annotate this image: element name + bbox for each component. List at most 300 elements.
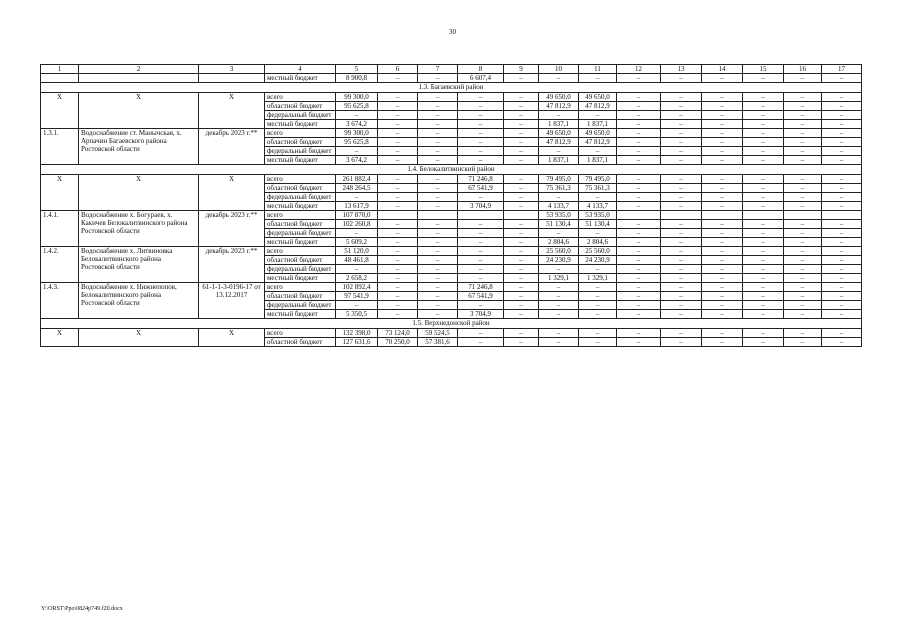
value-cell: – <box>784 120 822 129</box>
value-cell: 127 631,6 <box>336 338 378 347</box>
value-cell <box>661 211 702 220</box>
value-cell: 102 260,8 <box>336 220 378 229</box>
value-cell: – <box>661 147 702 156</box>
value-cell: – <box>617 175 661 184</box>
value-cell <box>743 211 784 220</box>
value-cell: 261 882,4 <box>336 175 378 184</box>
value-cell: – <box>539 338 579 347</box>
value-cell: – <box>784 310 822 319</box>
value-cell: – <box>702 175 743 184</box>
value-cell: – <box>661 229 702 238</box>
value-cell: 97 541,9 <box>336 292 378 301</box>
value-cell: – <box>458 229 504 238</box>
value-cell: – <box>579 265 617 274</box>
column-header-8: 8 <box>458 65 504 74</box>
value-cell: – <box>617 229 661 238</box>
item-date: 61-1-1-3-0196-17 от 13.12.2017 <box>199 283 265 319</box>
value-cell: – <box>784 202 822 211</box>
value-cell: – <box>378 292 418 301</box>
value-cell: 79 495,0 <box>539 175 579 184</box>
value-cell: 107 870,0 <box>336 211 378 220</box>
value-cell <box>784 211 822 220</box>
item-name: Водоснабжение х. Литвиновка Белокалитвинского района Ростовской области <box>79 247 199 283</box>
value-cell: – <box>784 184 822 193</box>
column-header-17: 17 <box>822 65 862 74</box>
table-row <box>41 74 862 83</box>
budget-type-cell: областной бюджет <box>265 184 336 193</box>
value-cell: – <box>822 175 862 184</box>
value-cell: – <box>702 283 743 292</box>
value-cell: 67 541,9 <box>458 184 504 193</box>
value-cell: – <box>822 238 862 247</box>
value-cell: – <box>702 193 743 202</box>
item-date: декабрь 2023 г.** <box>199 129 265 165</box>
value-cell: – <box>378 310 418 319</box>
value-cell: – <box>743 229 784 238</box>
value-cell: – <box>458 220 504 229</box>
value-cell: – <box>378 102 418 111</box>
value-cell: 67 541,9 <box>458 292 504 301</box>
column-header-12: 12 <box>617 65 661 74</box>
value-cell: – <box>702 120 743 129</box>
x-mark-cell: Х <box>41 329 79 347</box>
value-cell: – <box>378 229 418 238</box>
value-cell: 70 250,0 <box>378 338 418 347</box>
value-cell: – <box>661 247 702 256</box>
value-cell: – <box>743 292 784 301</box>
value-cell: – <box>784 256 822 265</box>
value-cell: – <box>743 156 784 165</box>
budget-type-cell: местный бюджет <box>265 274 336 283</box>
value-cell: – <box>743 256 784 265</box>
value-cell: 13 617,9 <box>336 202 378 211</box>
value-cell: – <box>539 74 579 83</box>
value-cell: – <box>784 229 822 238</box>
value-cell: – <box>822 156 862 165</box>
value-cell: – <box>378 274 418 283</box>
budget-type-cell: федеральный бюджет <box>265 301 336 310</box>
value-cell: – <box>504 292 539 301</box>
value-cell: – <box>504 111 539 120</box>
value-cell: – <box>378 283 418 292</box>
value-cell: – <box>743 247 784 256</box>
value-cell: 1 837,1 <box>539 120 579 129</box>
budget-type-cell: областной бюджет <box>265 102 336 111</box>
x-mark-cell: Х <box>199 93 265 129</box>
value-cell: – <box>458 256 504 265</box>
budget-type-cell: федеральный бюджет <box>265 265 336 274</box>
value-cell: – <box>661 111 702 120</box>
column-header-13: 13 <box>661 65 702 74</box>
budget-type-cell: областной бюджет <box>265 256 336 265</box>
value-cell: – <box>458 129 504 138</box>
value-cell: – <box>617 256 661 265</box>
value-cell: – <box>418 111 458 120</box>
value-cell: – <box>784 111 822 120</box>
value-cell: – <box>702 301 743 310</box>
value-cell: – <box>336 229 378 238</box>
value-cell: – <box>617 338 661 347</box>
value-cell: – <box>418 301 458 310</box>
column-header-11: 11 <box>579 65 617 74</box>
value-cell: – <box>784 129 822 138</box>
value-cell: – <box>822 93 862 102</box>
value-cell: 71 246,8 <box>458 175 504 184</box>
value-cell: 24 230,9 <box>539 256 579 265</box>
value-cell: – <box>378 111 418 120</box>
value-cell: 51 130,4 <box>539 220 579 229</box>
budget-type-cell: федеральный бюджет <box>265 111 336 120</box>
value-cell: – <box>702 129 743 138</box>
value-cell: – <box>617 184 661 193</box>
empty-cell <box>199 74 265 83</box>
value-cell <box>378 211 418 220</box>
budget-type-cell: местный бюджет <box>265 238 336 247</box>
item-date: декабрь 2023 г.** <box>199 247 265 283</box>
budget-type-cell: областной бюджет <box>265 220 336 229</box>
value-cell: – <box>822 301 862 310</box>
value-cell: 47 812,9 <box>539 102 579 111</box>
value-cell: – <box>504 156 539 165</box>
value-cell: 99 300,0 <box>336 93 378 102</box>
value-cell: 49 650,0 <box>579 93 617 102</box>
value-cell: – <box>702 74 743 83</box>
value-cell: 73 124,0 <box>378 329 418 338</box>
value-cell: 3 674,2 <box>336 156 378 165</box>
value-cell: – <box>661 74 702 83</box>
empty-cell <box>79 74 199 83</box>
value-cell: – <box>743 129 784 138</box>
value-cell: – <box>784 193 822 202</box>
value-cell: – <box>418 184 458 193</box>
value-cell: – <box>702 202 743 211</box>
value-cell: – <box>743 283 784 292</box>
value-cell: – <box>743 338 784 347</box>
value-cell: – <box>458 120 504 129</box>
value-cell: – <box>579 193 617 202</box>
value-cell: – <box>661 274 702 283</box>
value-cell: – <box>702 292 743 301</box>
value-cell: – <box>822 129 862 138</box>
value-cell: – <box>504 129 539 138</box>
value-cell: – <box>458 338 504 347</box>
value-cell: – <box>458 193 504 202</box>
value-cell: – <box>418 120 458 129</box>
value-cell: 8 900,8 <box>336 74 378 83</box>
column-header-2: 2 <box>79 65 199 74</box>
value-cell: – <box>661 220 702 229</box>
value-cell: – <box>504 256 539 265</box>
value-cell: – <box>661 256 702 265</box>
value-cell: – <box>504 202 539 211</box>
value-cell: – <box>504 102 539 111</box>
x-mark-cell: Х <box>199 329 265 347</box>
value-cell <box>458 211 504 220</box>
value-cell: 4 133,7 <box>539 202 579 211</box>
budget-type-cell: федеральный бюджет <box>265 193 336 202</box>
budget-type-cell: местный бюджет <box>265 156 336 165</box>
value-cell: – <box>579 301 617 310</box>
value-cell: – <box>617 292 661 301</box>
value-cell: – <box>743 310 784 319</box>
column-header-15: 15 <box>743 65 784 74</box>
value-cell: – <box>822 220 862 229</box>
value-cell: – <box>822 283 862 292</box>
value-cell: – <box>418 138 458 147</box>
value-cell: – <box>504 310 539 319</box>
value-cell: – <box>661 238 702 247</box>
empty-cell <box>41 74 79 83</box>
budget-type-cell: местный бюджет <box>265 74 336 83</box>
table-body <box>41 65 862 347</box>
value-cell: – <box>378 120 418 129</box>
value-cell: – <box>617 329 661 338</box>
value-cell: – <box>702 274 743 283</box>
value-cell: – <box>418 283 458 292</box>
value-cell: – <box>617 193 661 202</box>
value-cell: – <box>458 247 504 256</box>
value-cell: – <box>743 193 784 202</box>
value-cell: – <box>378 265 418 274</box>
item-number: 1.4.3. <box>41 283 79 319</box>
value-cell: 2 658,2 <box>336 274 378 283</box>
value-cell: 53 935,0 <box>539 211 579 220</box>
value-cell: – <box>822 247 862 256</box>
value-cell: – <box>378 184 418 193</box>
value-cell: – <box>418 202 458 211</box>
table-row <box>41 175 862 184</box>
value-cell: – <box>539 301 579 310</box>
value-cell: – <box>702 338 743 347</box>
value-cell: – <box>743 74 784 83</box>
value-cell: 132 398,0 <box>336 329 378 338</box>
value-cell: – <box>378 147 418 156</box>
value-cell: – <box>784 329 822 338</box>
value-cell: – <box>702 138 743 147</box>
column-header-14: 14 <box>702 65 743 74</box>
value-cell: – <box>702 102 743 111</box>
value-cell: 5 350,5 <box>336 310 378 319</box>
value-cell: 75 361,3 <box>539 184 579 193</box>
column-header-9: 9 <box>504 65 539 74</box>
value-cell: 1 837,1 <box>579 120 617 129</box>
section-title: 1.4. Белокалитвинский район <box>41 165 862 175</box>
value-cell: – <box>702 156 743 165</box>
value-cell: – <box>418 93 458 102</box>
value-cell: – <box>617 129 661 138</box>
value-cell: – <box>743 329 784 338</box>
budget-type-cell: местный бюджет <box>265 120 336 129</box>
value-cell <box>822 211 862 220</box>
x-mark-cell: Х <box>41 175 79 211</box>
value-cell: 51 130,4 <box>579 220 617 229</box>
value-cell: – <box>579 292 617 301</box>
value-cell: – <box>661 120 702 129</box>
value-cell: – <box>661 138 702 147</box>
table-row <box>41 93 862 102</box>
value-cell: – <box>702 184 743 193</box>
value-cell: 25 560,0 <box>539 247 579 256</box>
value-cell: – <box>822 193 862 202</box>
value-cell: – <box>784 274 822 283</box>
value-cell: – <box>539 229 579 238</box>
section-title: 1.3. Багаевский район <box>41 83 862 93</box>
value-cell: – <box>504 238 539 247</box>
x-mark-cell: Х <box>79 329 199 347</box>
budget-type-cell: всего <box>265 283 336 292</box>
value-cell: – <box>458 301 504 310</box>
value-cell: – <box>458 156 504 165</box>
value-cell: – <box>784 292 822 301</box>
value-cell: – <box>661 338 702 347</box>
value-cell: – <box>743 147 784 156</box>
value-cell <box>702 211 743 220</box>
value-cell: – <box>822 329 862 338</box>
value-cell: – <box>702 256 743 265</box>
value-cell: – <box>504 265 539 274</box>
value-cell: – <box>617 247 661 256</box>
value-cell: – <box>784 102 822 111</box>
budget-type-cell: областной бюджет <box>265 338 336 347</box>
value-cell: – <box>784 220 822 229</box>
value-cell: 3 704,9 <box>458 202 504 211</box>
value-cell: – <box>784 238 822 247</box>
column-header-16: 16 <box>784 65 822 74</box>
budget-table <box>40 64 862 347</box>
value-cell: – <box>504 74 539 83</box>
value-cell: – <box>458 138 504 147</box>
value-cell: – <box>378 156 418 165</box>
value-cell: – <box>539 310 579 319</box>
value-cell: 49 650,0 <box>539 129 579 138</box>
value-cell: – <box>336 111 378 120</box>
table-row <box>41 211 862 220</box>
value-cell: – <box>617 274 661 283</box>
value-cell: – <box>504 147 539 156</box>
value-cell: – <box>378 175 418 184</box>
value-cell: – <box>418 247 458 256</box>
value-cell: 75 361,3 <box>579 184 617 193</box>
value-cell: – <box>378 202 418 211</box>
budget-type-cell: всего <box>265 175 336 184</box>
value-cell: – <box>661 93 702 102</box>
value-cell: – <box>661 265 702 274</box>
value-cell: – <box>504 220 539 229</box>
value-cell: – <box>822 138 862 147</box>
value-cell: – <box>822 74 862 83</box>
value-cell: – <box>504 229 539 238</box>
value-cell: – <box>784 147 822 156</box>
value-cell: – <box>661 329 702 338</box>
value-cell: – <box>743 138 784 147</box>
value-cell: – <box>378 138 418 147</box>
value-cell: – <box>378 220 418 229</box>
value-cell: – <box>822 147 862 156</box>
value-cell: – <box>822 120 862 129</box>
value-cell: 99 300,0 <box>336 129 378 138</box>
value-cell: – <box>418 229 458 238</box>
value-cell: 1 329,1 <box>579 274 617 283</box>
value-cell: 57 381,6 <box>418 338 458 347</box>
value-cell: – <box>539 283 579 292</box>
value-cell: – <box>378 193 418 202</box>
value-cell: – <box>539 292 579 301</box>
section-title-row <box>41 319 862 329</box>
value-cell: – <box>822 102 862 111</box>
value-cell: – <box>743 175 784 184</box>
section-title-row <box>41 165 862 175</box>
budget-type-cell: федеральный бюджет <box>265 229 336 238</box>
value-cell: – <box>743 102 784 111</box>
item-date: декабрь 2023 г.** <box>199 211 265 247</box>
value-cell: – <box>418 147 458 156</box>
value-cell: – <box>784 338 822 347</box>
value-cell: – <box>743 265 784 274</box>
value-cell: – <box>539 111 579 120</box>
value-cell: 47 812,9 <box>579 138 617 147</box>
value-cell: – <box>784 301 822 310</box>
value-cell: – <box>784 156 822 165</box>
value-cell: – <box>822 229 862 238</box>
value-cell: 95 625,8 <box>336 138 378 147</box>
value-cell: – <box>822 111 862 120</box>
column-header-1: 1 <box>41 65 79 74</box>
value-cell: 71 246,8 <box>458 283 504 292</box>
value-cell: – <box>418 102 458 111</box>
budget-type-cell: всего <box>265 211 336 220</box>
table-row <box>41 283 862 292</box>
value-cell: 2 804,6 <box>579 238 617 247</box>
value-cell: – <box>504 338 539 347</box>
value-cell: – <box>661 301 702 310</box>
value-cell: – <box>784 74 822 83</box>
value-cell: – <box>418 292 458 301</box>
value-cell: – <box>336 147 378 156</box>
value-cell: 3 704,9 <box>458 310 504 319</box>
budget-type-cell: местный бюджет <box>265 310 336 319</box>
value-cell: – <box>458 111 504 120</box>
value-cell: – <box>702 247 743 256</box>
value-cell: – <box>579 310 617 319</box>
value-cell: – <box>822 265 862 274</box>
column-header-10: 10 <box>539 65 579 74</box>
value-cell: – <box>784 283 822 292</box>
value-cell: – <box>378 93 418 102</box>
x-mark-cell: Х <box>41 93 79 129</box>
column-header-6: 6 <box>378 65 418 74</box>
value-cell: – <box>579 74 617 83</box>
value-cell: – <box>661 202 702 211</box>
value-cell: – <box>822 184 862 193</box>
value-cell: – <box>418 256 458 265</box>
value-cell: – <box>504 175 539 184</box>
budget-type-cell: областной бюджет <box>265 292 336 301</box>
value-cell: – <box>822 292 862 301</box>
value-cell: – <box>617 111 661 120</box>
value-cell: 1 837,1 <box>579 156 617 165</box>
value-cell: – <box>458 265 504 274</box>
value-cell: 47 812,9 <box>539 138 579 147</box>
value-cell: – <box>336 193 378 202</box>
value-cell: – <box>743 120 784 129</box>
value-cell: – <box>579 111 617 120</box>
value-cell: – <box>539 265 579 274</box>
value-cell: – <box>743 220 784 229</box>
value-cell: – <box>617 265 661 274</box>
value-cell: – <box>504 184 539 193</box>
value-cell: – <box>579 283 617 292</box>
value-cell: – <box>579 147 617 156</box>
